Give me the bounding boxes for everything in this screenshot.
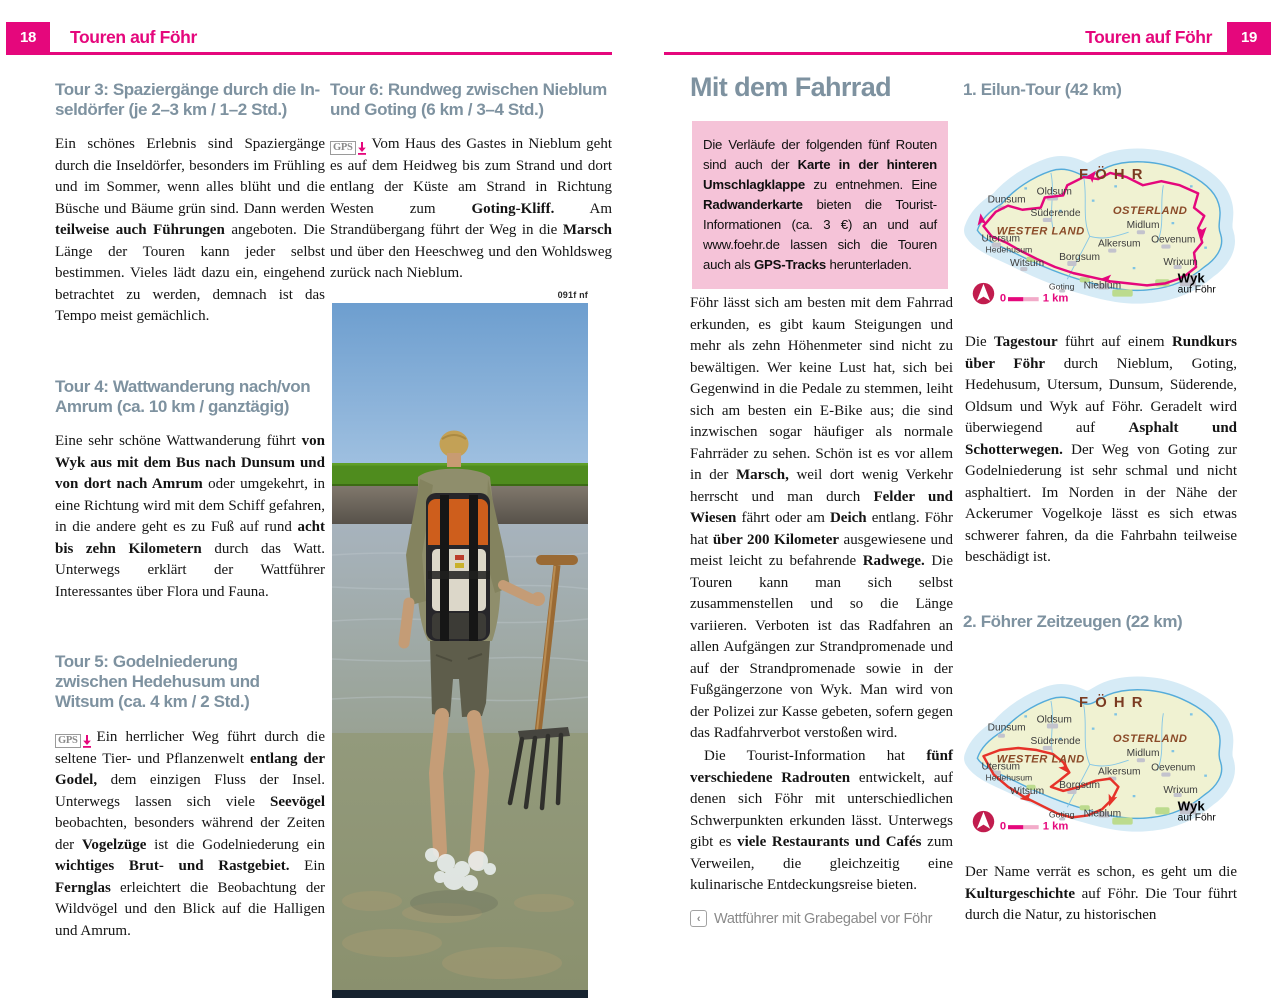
- tour3-paragraph: Ein schönes Erlebnis sind Spaziergänge durch die Inseldörfer, besonders im Frühling und im Sommer, wenn alles blüht und die Büsche und Bäume grün sind. Dann werden teilweise auch Führungen angeboten. Die Länge der Touren kann jeder selbst bestimmen. Vieles lädt dazu ein, eingehend betrachtet zu werden, demnach ist das Tempo meist gemächlich.: [55, 136, 325, 324]
- photo-caption: [690, 910, 953, 927]
- svg-text:WESTER LAND: WESTER LAND: [996, 753, 1085, 766]
- gps-download-icon: GPS: [55, 734, 92, 748]
- svg-text:Süderende: Süderende: [1030, 735, 1081, 747]
- svg-text:auf Föhr: auf Föhr: [1177, 812, 1216, 824]
- download-arrow-icon: [82, 734, 92, 748]
- svg-text:Oldsum: Oldsum: [1036, 714, 1072, 726]
- reflection: [410, 890, 498, 916]
- svg-text:Süderende: Süderende: [1030, 207, 1081, 219]
- tour3-heading: Tour 3: Spaziergänge durch die Inseldörfer (je 2–3 km / 1–2 Std.): [55, 80, 321, 119]
- fork-grip: [536, 555, 578, 565]
- tour6-heading: Tour 6: Rundweg zwischen Nieblum und Goting (6 km / 3–4 Std.): [330, 80, 607, 119]
- route1-paragraph: Die Tagestour führt auf einem Rundkurs über Föhr durch Nieblum, Goting, Hedehusum, Utersum, Dunsum, Süderende, Oldsum und Wyk auf Föhr. Geradelt wird überwiegend auf Asphalt und Schotterwegen. Der Weg von Goting zur Godelniederung ist sehr schmal und nicht asphaltiert. Im Norden in der Nähe der Ackerumer Vogelkoje lässt es sich etwas schwerer fahren, da die Fahrbahn teilweise beschädigt ist.: [965, 334, 1238, 565]
- svg-text:Wrixum: Wrixum: [1163, 784, 1198, 796]
- svg-text:Hedehusum: Hedehusum: [985, 244, 1033, 255]
- svg-text:Wyk: Wyk: [1177, 270, 1205, 286]
- svg-text:Nieblum: Nieblum: [1083, 280, 1122, 292]
- svg-text:Oevenum: Oevenum: [1151, 762, 1196, 774]
- svg-text:Witsum: Witsum: [1010, 257, 1045, 269]
- tour6-paragraph: [330, 134, 612, 285]
- route2-paragraph: Der Name verrät es schon, es geht um die Kulturgeschichte auf Föhr. Die Tour führt durch die Natur, zu historischen: [965, 864, 1237, 923]
- island-label: FÖHR: [1079, 695, 1150, 712]
- left-forearm: [404, 603, 409, 643]
- svg-text:Goting: Goting: [1048, 809, 1075, 820]
- route1-heading: 1. Eilun-Tour (42 km): [963, 80, 1122, 99]
- hand: [531, 592, 545, 606]
- page-number-right: 19: [1227, 22, 1271, 53]
- svg-text:0: 0: [999, 820, 1007, 833]
- photo-bottom-edge: [332, 990, 588, 998]
- tour4-heading: Tour 4: Wattwanderung nach/von Amrum (ca. 10 km / ganztägig): [55, 377, 311, 416]
- svg-text:Midlum: Midlum: [1126, 220, 1160, 232]
- svg-text:0: 0: [999, 292, 1007, 305]
- fahrrad-paragraph-1: Föhr lässt sich am besten mit dem Fahrrad erkunden, es gibt kaum Steigungen und mehr als zehn Höhenmeter sind nicht zu bewältigen. Wer keine Lust hat, sich bei Gegenwind in die Pedale zu stemmen, leiht sich am besten ein E-Bike aus; die sind inzwischen sogar häufiger als normale Fahrräder zu sehen. Schön ist es vor allem in der Marsch, weil dort wenig Verkehr herrscht und man durch Felder und Wiesen fährt oder am Deich entlang. Föhr hat über 200 Kilometer ausgewiesene und meist leicht zu befahrende Radwege. Die Touren kann man sich selbst zusammenstellen und so die Länge variieren. Verboten ist das Radfahren an allen Aufgängen zur Strandpromenade und auf der Strandpromenade sowie in der Fußgängerzone von Wyk. Man wird von der Polizei zur Kasse gebeten, sofern gegen das Radfahrverbot verstoßen wird.: [690, 295, 953, 741]
- svg-text:OSTERLAND: OSTERLAND: [1112, 204, 1188, 217]
- svg-text:Dunsum: Dunsum: [987, 722, 1026, 734]
- tour5-text: Ein herrlicher Weg führt durch die seltene Tier- und Pflanzenwelt entlang der Godel, dem einzigen Fluss der Insel. Unterwegs lassen sich viele Seevögel beobachten, besonders während der Zeiten der Vogelzüge ist die Godelniederung ein wichtiges Brut- und Rastgebiet. Ein Fernglas erleichtert die Beobachtung der Wildvögel und den Blick auf die Halligen und Amrum.: [55, 729, 326, 939]
- svg-text:WESTER LAND: WESTER LAND: [996, 225, 1085, 238]
- island-label: FÖHR: [1079, 167, 1150, 184]
- tour5-heading: Tour 5: Godelniederung zwischen Hedehusum und Witsum (ca. 4 km / 2 Std.): [55, 652, 260, 711]
- svg-text:Utersum: Utersum: [981, 233, 1021, 245]
- svg-text:Borgsum: Borgsum: [1059, 251, 1101, 263]
- svg-text:Wyk: Wyk: [1177, 798, 1205, 814]
- svg-text:Witsum: Witsum: [1010, 785, 1045, 797]
- map-scale: [1000, 293, 1069, 305]
- svg-text:Dunsum: Dunsum: [987, 194, 1026, 206]
- left-leg: [436, 715, 442, 851]
- tour6-text: Vom Haus des Gastes in Nieblum geht es auf dem Heidweg bis zum Strand und dort entlang der Küste am Strand in Richtung Westen zum Goting-Kliff. Am Strandübergang führt der Weg in die Marsch und über den Heeschweg und den Wohldsweg zurück nach Nieblum.: [330, 136, 612, 281]
- watt-hiker-illustration: [332, 303, 588, 998]
- photo-reference-arrow-icon: ‹: [690, 910, 707, 927]
- svg-text:OSTERLAND: OSTERLAND: [1112, 732, 1188, 745]
- watt-hiker-photo: [332, 303, 588, 1000]
- zeitzeugen-map: [961, 650, 1239, 848]
- photo-caption-text: Wattführer mit Grabegabel vor Föhr: [714, 910, 933, 927]
- svg-text:Nieblum: Nieblum: [1083, 808, 1122, 820]
- eilun-tour-map: [961, 124, 1239, 318]
- compass-icon: [973, 811, 994, 832]
- backpack-top: [428, 499, 488, 545]
- svg-text:1 km: 1 km: [1042, 292, 1069, 305]
- svg-text:Goting: Goting: [1048, 281, 1075, 292]
- route2-heading: 2. Föhrer Zeitzeugen (22 km): [963, 612, 1183, 631]
- svg-text:auf Föhr: auf Föhr: [1177, 284, 1216, 296]
- section-heading-fahrrad: Mit dem Fahrrad: [690, 72, 892, 102]
- svg-text:Wrixum: Wrixum: [1163, 256, 1198, 268]
- download-arrow-icon: [357, 141, 367, 155]
- tour5-paragraph: [55, 727, 325, 942]
- svg-text:Alkersum: Alkersum: [1097, 238, 1141, 250]
- svg-text:Hedehusum: Hedehusum: [985, 772, 1033, 783]
- tour4-paragraph: Eine sehr schöne Wattwanderung führt von Wyk aus mit dem Bus nach Dunsum und von dort nach Amrum oder umgekehrt, in eine Richtung wird mit dem Schiff gefahren, in die andere geht es zu Fuß auf rund acht bis zehn Kilometern durch das Watt. Unterwegs erklärt der Wattführer Interessantes über Flora und Fauna.: [55, 433, 326, 600]
- svg-text:1 km: 1 km: [1042, 820, 1069, 833]
- compass-icon: [973, 283, 994, 304]
- svg-text:Borgsum: Borgsum: [1059, 779, 1101, 791]
- fahrrad-paragraph-2: Die Tourist-Information hat fünf verschiedene Radrouten entwickelt, auf denen sich Föhr mit unterschiedlichen Schwerpunkten erkunden lässt. Unterwegs gibt es viele Restaurants und Cafés zum Verweilen, die gleichzeitig eine kulinarische Entdeckungsreise bieten.: [690, 748, 953, 893]
- svg-text:Alkersum: Alkersum: [1097, 766, 1141, 778]
- gps-download-icon: GPS: [330, 141, 367, 155]
- photo-credit: 091f nf: [557, 290, 588, 300]
- svg-text:Utersum: Utersum: [981, 761, 1021, 773]
- running-head-right: Touren auf Föhr: [1085, 27, 1212, 47]
- svg-text:Midlum: Midlum: [1126, 748, 1160, 760]
- neck: [447, 453, 461, 467]
- svg-text:Oldsum: Oldsum: [1036, 186, 1072, 198]
- right-leg: [474, 717, 482, 863]
- running-head-left: Touren auf Föhr: [70, 27, 197, 47]
- route-infobox: Die Verläufe der folgenden fünf Routen sind auch der Karte in der hinteren Umschlagklappe zu entnehmen. Eine Radwanderkarte bieten die Tourist-Informationen (ca. 3 €) an und auf www.foehr.de lassen sich die Touren auch als GPS-Tracks herunterladen.: [692, 121, 948, 289]
- page-number-left: 18: [6, 22, 50, 53]
- map-scale: [1000, 821, 1069, 833]
- svg-text:Oevenum: Oevenum: [1151, 234, 1196, 246]
